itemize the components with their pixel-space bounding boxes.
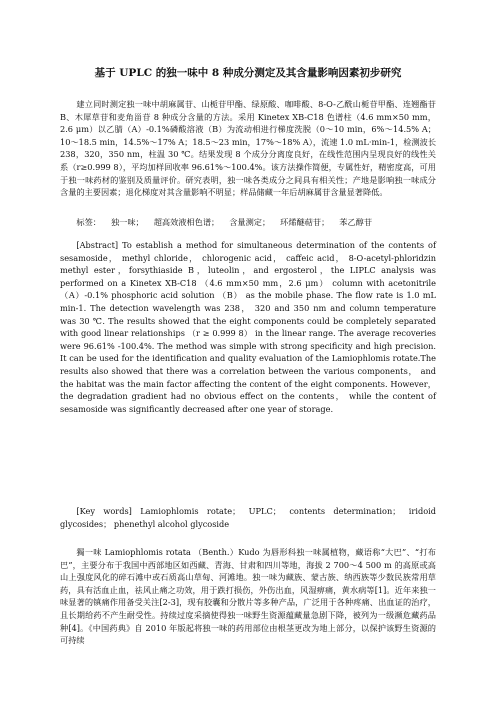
chinese-abstract: 建立同时测定独一味中胡麻属苷、山栀苷甲酯、绿原酸、咖啡酸、8-O-乙酰山栀苷甲酯、连翘酯苷 B、木犀草苷和麦角甾苷 8 种成分含量的方法。采用 Kinetex XB-C18 色谱柱（4.6 mm×50 mm，2.6 μm）以乙腈（A）-0.1%磷酸溶液（B）为流动相进行梯度洗脱（0～10 min，6%～14.5% A；10～18.5 min，14.5%～17% A；18.5～23 min，17%～18% A），流速 1.0 mL·min-1，检测波长 238，320，350 nm，柱温 30 ℃。结果发现 8 个成分分离度良好，在线性范围内呈现良好的线性关系（r≥0.999 8），平均加样回收率 96.61%～100.4%。该方法操作简便，专属性好，精密度高，可用于独一味药材的鉴别及质量评价。研究表明，独一味各类成分之间具有相关性；产地是影响独一味成分含量的主要因素；退化梯度对其含量影响不明显；样品储藏一年后胡麻属苷含量显著降低。 <box>60 99 437 198</box>
keyword-item: 独一味； <box>110 217 144 227</box>
body-paragraph: 獨一味 Lamiophlomis rotata （Benth.）Kudo 为唇形科独一味属植物，藏语称“大巴”、“打布巴”，主要分布于我国中西部地区如西藏、青海、甘肃和四川等地，海拔 2 700～4 500 m 的高原或高山上强度风化的碎石滩中或石质高山草甸、河滩地。独一味为藏族、蒙古族、纳西族等少数民族常用草药，具有活血止血，祛风止痛之功效，用于跌打损伤，外伤出血，风湿痹痛，黄水病等[1]。近年来独一味显著的镇痛作用备受关注[2-3]，现有胶囊和分散片等多种产品，广泛用于各种疼痛、出血证的治疗，且长期给药不产生耐受性。持续过度采摘使得独一味野生资源蕴藏量急剧下降，被列为一级濒危藏药品种[4]。《中国药典》自 2010 年版起将独一味的药用部位由根茎更改为地上部分，以保护该野生资源的可持续 <box>60 547 436 646</box>
chinese-keywords <box>60 216 436 229</box>
paper-title: 基于 UPLC 的独一味中 8 种成分测定及其含量影响因素初步研究 <box>94 67 402 79</box>
keywords-label: 标签： <box>76 217 101 227</box>
keyword-item: 环烯醚萜苷； <box>280 217 330 227</box>
keyword-item: 超高效液相色谱； <box>153 217 220 227</box>
english-abstract: [Abstract] To establish a method for simultaneous determination of the contents of sesamoside， methyl chloride， chlorogenic acid， caffeic acid， 8-O-acetyl-phloridzin methyl ester，forsythiaside B，luteolin，and ergosterol，the LIPLC analysis was performed on a Kinetex XB-C18 （4.6 mm×50 mm，2.6 μm） column with acetonitrile （A）-0.1% phosphoric acid solution （B） as the mobile phase. The flow rate is 1.0 mL min-1. The detection wavelength was 238， 320 and 350 nm and column temperature was 30 ℃. The results showed that the eight components could be completely separated with good linear relationships （r ≥ 0.999 8） in the linear range. The average recoveries were 96.61% -100.4%. The method was simple with strong specificity and high precision. It can be used for the identification and quality evaluation of the Lamiophlomis rotate.The results also showed that there was a correlation between the various components， and the habitat was the main factor affecting the content of the eight components. However， the degradation gradient had no obvious effect on the contents， while the content of sesamoside was significantly decreased after one year of storage. <box>60 240 436 414</box>
english-keywords: [Key words] Lamiophlomis rotate； UPLC； contents determination； iridoid glycosides； phenethyl alcohol glycoside <box>60 506 436 529</box>
keyword-item: 苯乙醇苷 <box>339 217 373 227</box>
keyword-item: 含量测定； <box>229 217 271 227</box>
